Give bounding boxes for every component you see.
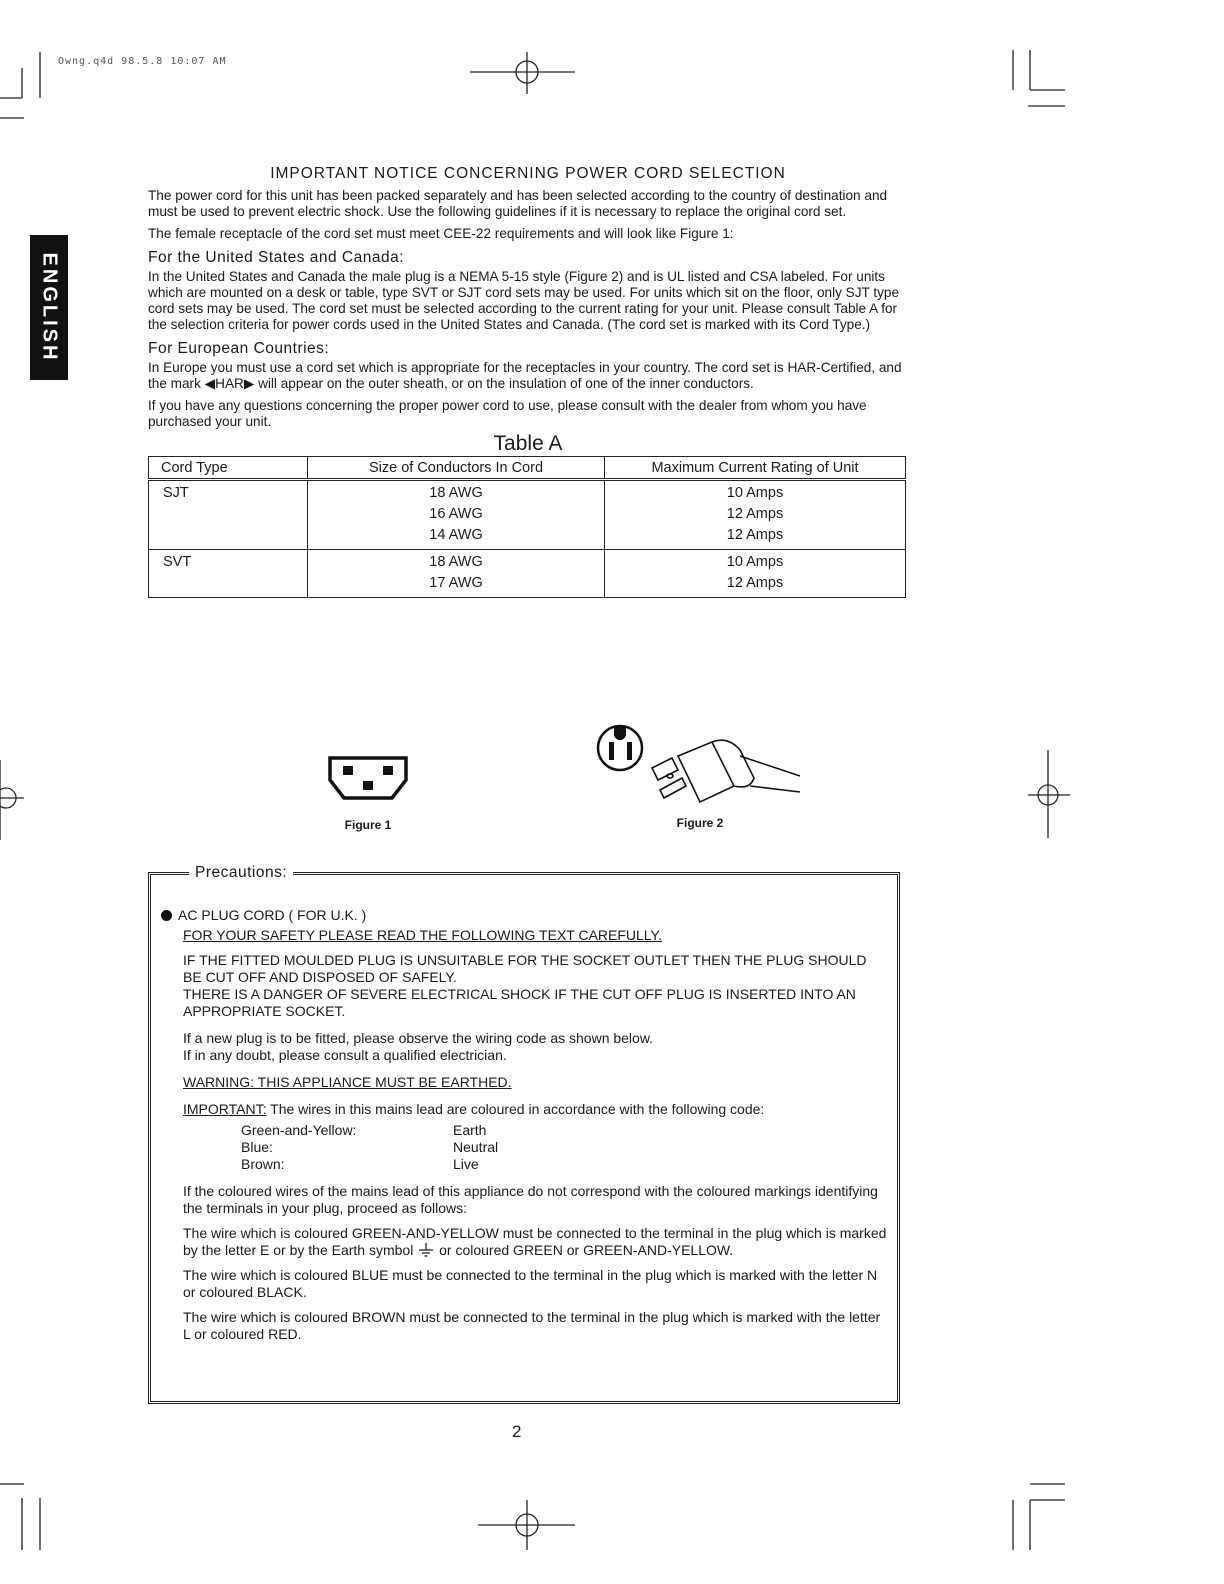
conductor-size: 18 AWG xyxy=(429,485,483,501)
ac-plug-heading xyxy=(161,907,889,924)
green-yellow-text: The wire which is coloured GREEN-AND-YELLOW must be connected to the terminal in the plug which is marked by the letter E or by the Earth symbol xyxy=(183,1225,887,1258)
conductor-size: 14 AWG xyxy=(429,527,483,543)
new-plug-text: If a new plug is to be fitted, please observe the wiring code as shown below. xyxy=(183,1030,654,1046)
current-rating: 12 Amps xyxy=(726,527,784,543)
wiring-instructions xyxy=(161,1183,889,1343)
precautions-box xyxy=(148,864,900,1404)
header-current-rating: Maximum Current Rating of Unit xyxy=(605,457,906,480)
notice-paragraph: The power cord for this unit has been packed separately and has been selected according to the country of destination and must be used to prevent electric shock. Use the following guidelines if it is necessary to replace the original cord set. xyxy=(148,188,888,219)
wire-colour: Blue: xyxy=(241,1139,273,1155)
har-mark: ◀HAR▶ xyxy=(204,376,255,391)
not-correspond-text: If the coloured wires of the mains lead of this appliance do not correspond with the coloured markings identifying the terminals in your plug, proceed as follows: xyxy=(183,1183,878,1216)
ac-plug-title: AC PLUG CORD ( FOR U.K. ) xyxy=(178,907,367,923)
important-text: The wires in this mains lead are coloured in accordance with the following code: xyxy=(266,1101,765,1117)
language-tab xyxy=(30,235,68,380)
doubt-text: If in any doubt, please consult a qualified electrician. xyxy=(183,1047,507,1063)
blue-instruction: The wire which is coloured BLUE must be connected to the terminal in the plug which is marked with the letter N or coloured BLACK. xyxy=(183,1267,878,1300)
table-row xyxy=(149,480,906,550)
precautions-body xyxy=(161,907,889,1351)
brown-instruction: The wire which is coloured BROWN must be connected to the terminal in the plug which is marked with the letter L or coloured RED. xyxy=(183,1309,881,1342)
europe-text xyxy=(148,360,908,392)
precautions-label: Precautions: xyxy=(189,864,293,882)
table-header-row xyxy=(149,457,906,480)
conductor-size: 18 AWG xyxy=(429,554,483,570)
earth-symbol-icon xyxy=(417,1243,435,1257)
print-header: Owng.q4d 98.5.8 10:07 AM xyxy=(58,56,227,67)
conductor-size-cell xyxy=(308,550,605,598)
wire-role: Live xyxy=(453,1156,479,1172)
danger-text: THERE IS A DANGER OF SEVERE ELECTRICAL SHOCK IF THE CUT OFF PLUG IS INSERTED INTO AN APPROPRIATE SOCKET. xyxy=(183,986,856,1019)
conductor-size-cell xyxy=(308,480,605,550)
conductor-size: 17 AWG xyxy=(429,575,483,591)
receptacle-paragraph: The female receptacle of the cord set must meet CEE-22 requirements and will look like Figure 1: xyxy=(148,226,734,241)
current-rating-cell xyxy=(605,480,906,550)
current-rating: 10 Amps xyxy=(726,554,784,570)
cord-type-cell: SVT xyxy=(149,550,308,598)
table-row xyxy=(149,550,906,598)
questions-text: If you have any questions concerning the proper power cord to use, please consult with the dealer from whom you have purchased your unit. xyxy=(148,398,867,429)
current-rating-cell xyxy=(605,550,906,598)
earthed-warning: WARNING: THIS APPLIANCE MUST BE EARTHED. xyxy=(183,1074,512,1090)
wire-colour: Brown: xyxy=(241,1156,285,1172)
header-cord-type: Cord Type xyxy=(149,457,308,480)
bullet-icon xyxy=(161,910,172,921)
conductor-size: 16 AWG xyxy=(429,506,483,522)
green-yellow-text-end: or coloured GREEN or GREEN-AND-YELLOW. xyxy=(439,1242,734,1258)
table-title: Table A xyxy=(493,432,563,455)
europe-text-after: will appear on the outer sheath, or on the insulation of one of the inner conductors. xyxy=(258,376,754,391)
current-rating: 10 Amps xyxy=(726,485,784,501)
green-yellow-instruction xyxy=(183,1225,889,1259)
language-tab-label: ENGLISH xyxy=(38,252,61,363)
header-conductor-size: Size of Conductors In Cord xyxy=(308,457,605,480)
wire-role: Earth xyxy=(453,1122,487,1138)
cord-table xyxy=(148,456,906,598)
female-receptacle-figure xyxy=(326,752,410,804)
figure-1-caption: Figure 1 xyxy=(344,818,392,832)
notice-content xyxy=(148,166,908,598)
wire-role: Neutral xyxy=(453,1139,499,1155)
figure-2-caption: Figure 2 xyxy=(676,816,724,830)
europe-text-before: In Europe you must use a cord set which is appropriate for the receptacles in your country. The cord set is HAR-Certified, and the mark xyxy=(148,360,902,391)
us-canada-heading: For the United States and Canada: xyxy=(148,249,405,266)
current-rating: 12 Amps xyxy=(726,506,784,522)
important-line xyxy=(183,1101,889,1118)
cord-type-cell: SJT xyxy=(149,480,308,550)
unsuitable-text: IF THE FITTED MOULDED PLUG IS UNSUITABLE FOR THE SOCKET OUTLET THEN THE PLUG SHOULD BE CUT OFF AND DISPOSED OF SAFELY. xyxy=(183,952,867,985)
europe-heading: For European Countries: xyxy=(148,340,330,357)
us-canada-text: In the United States and Canada the male plug is a NEMA 5-15 style (Figure 2) and is UL listed and CSA labeled. For units which are mounted on a desk or table, type SVT or SJT cord sets may be used. For units which sit on the floor, only SJT type cord sets may be used. The cord set must be selected according to the current rating for your unit. Please consult Table A for the selection criteria for power cords used in the United States and Canada. (The cord set is marked with its Cord Type.) xyxy=(148,269,900,332)
wire-colour: Green-and-Yellow: xyxy=(241,1122,357,1138)
wire-colour-code xyxy=(161,1122,889,1173)
nema-plug-figure xyxy=(594,716,804,812)
safety-heading: FOR YOUR SAFETY PLEASE READ THE FOLLOWING TEXT CAREFULLY. xyxy=(183,927,662,943)
plug-warning-block xyxy=(161,952,889,1118)
important-label: IMPORTANT: xyxy=(183,1101,267,1117)
current-rating: 12 Amps xyxy=(726,575,784,591)
notice-title: IMPORTANT NOTICE CONCERNING POWER CORD SELECTION xyxy=(270,165,786,182)
page-number: 2 xyxy=(512,1422,522,1441)
